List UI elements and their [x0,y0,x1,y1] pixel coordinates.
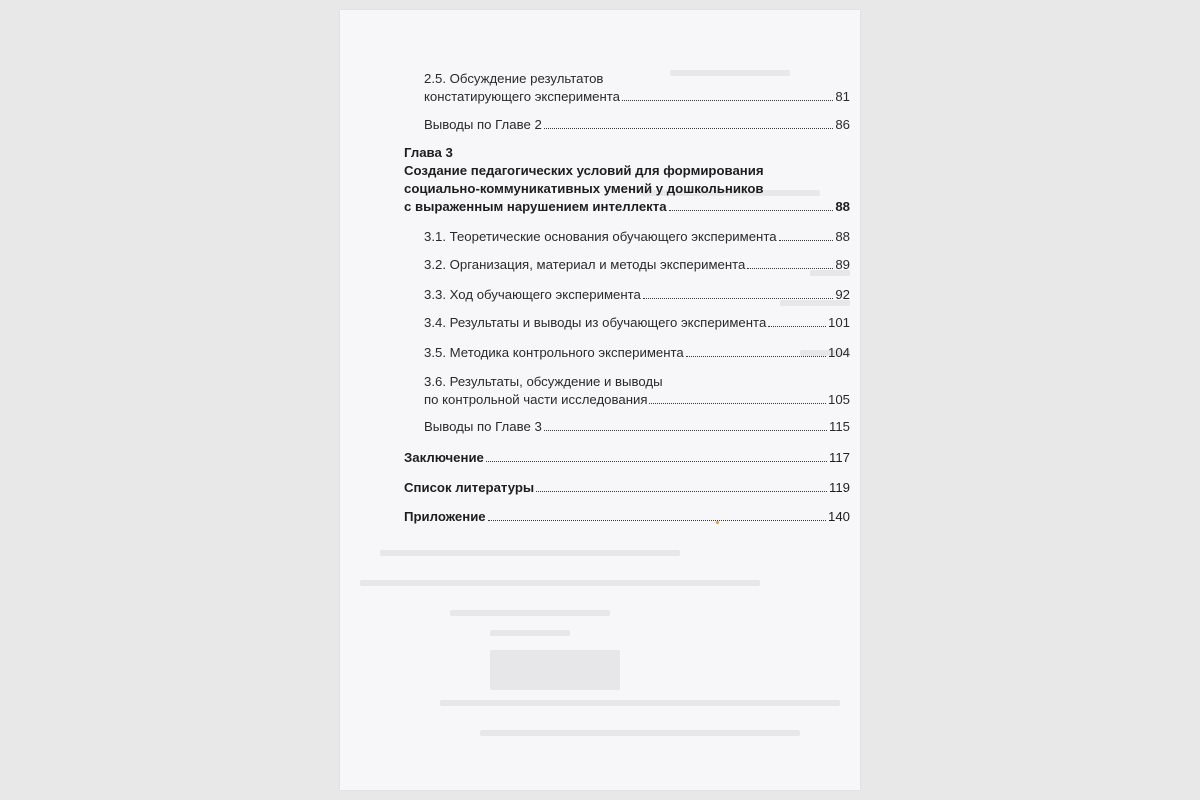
toc-entry-title: Приложение [404,509,486,524]
chapter-heading: Глава 3 [404,145,453,160]
toc-entry-2-5 [424,70,850,106]
toc-entry-3-4 [424,314,850,332]
toc-chapter-3 [404,144,850,216]
page-number: 104 [827,345,850,360]
dot-leader [536,491,827,492]
dot-leader [643,298,833,299]
toc-entry-3-1 [424,228,850,246]
dot-leader [768,326,826,327]
toc-entry-3-3 [424,286,850,304]
page-number: 89 [835,257,850,272]
table-of-contents [340,10,860,790]
page-number: 92 [835,287,850,302]
toc-entry-3-6 [424,373,850,409]
toc-entry-3-2 [424,256,850,274]
toc-entry-title: Выводы по Главе 2 [424,117,542,132]
dot-leader [747,268,833,269]
toc-entry-conclusions-chapter-2 [424,116,850,134]
dot-leader [686,356,826,357]
dot-leader [544,128,834,129]
page-number: 101 [827,315,850,330]
dot-leader [669,210,834,211]
dot-leader [622,100,833,101]
dot-leader [488,520,826,521]
toc-entry-title: 3.4. Результаты и выводы из обучающего эксперимента [424,315,767,330]
page-number: 115 [828,419,850,434]
toc-entry-title: Выводы по Главе 3 [424,419,542,434]
toc-entry-title: 3.6. Результаты, обсуждение и выводы [424,374,663,389]
page-number: 81 [835,89,850,104]
toc-entry-title-continued: констатирующего эксперимента [424,89,621,104]
dot-leader [779,240,834,241]
toc-entry-conclusion [404,449,850,467]
page-number: 86 [835,117,850,132]
page-number: 117 [828,450,850,465]
page-number: 88 [835,229,850,244]
toc-entry-conclusions-chapter-3 [424,418,850,436]
toc-entry-appendix [404,508,850,526]
chapter-title-line-3: с выраженным нарушением интеллекта [404,199,667,214]
toc-entry-title: 3.5. Методика контрольного эксперимента [424,345,684,360]
page-number: 119 [828,480,850,495]
page-number: 140 [827,509,850,524]
toc-entry-references [404,479,850,497]
book-page [340,10,860,790]
chapter-title-line-2: социально-коммуникативных умений у дошкольников [404,181,764,196]
page-number: 105 [827,392,850,407]
dot-leader [649,403,826,404]
toc-entry-title: 3.2. Организация, материал и методы эксперимента [424,257,746,272]
toc-entry-title: 3.3. Ход обучающего эксперимента [424,287,641,302]
dot-leader [544,430,827,431]
toc-entry-title: 3.1. Теоретические основания обучающего эксперимента [424,229,777,244]
toc-entry-title: Список литературы [404,480,535,495]
toc-entry-title-continued: по контрольной части исследования [424,392,648,407]
toc-entry-3-5 [424,344,850,362]
dot-leader [486,461,827,462]
toc-entry-title: 2.5. Обсуждение результатов [424,71,604,86]
chapter-title-line-1: Создание педагогических условий для формирования [404,163,764,178]
page-number: 88 [835,199,850,214]
toc-entry-title: Заключение [404,450,484,465]
